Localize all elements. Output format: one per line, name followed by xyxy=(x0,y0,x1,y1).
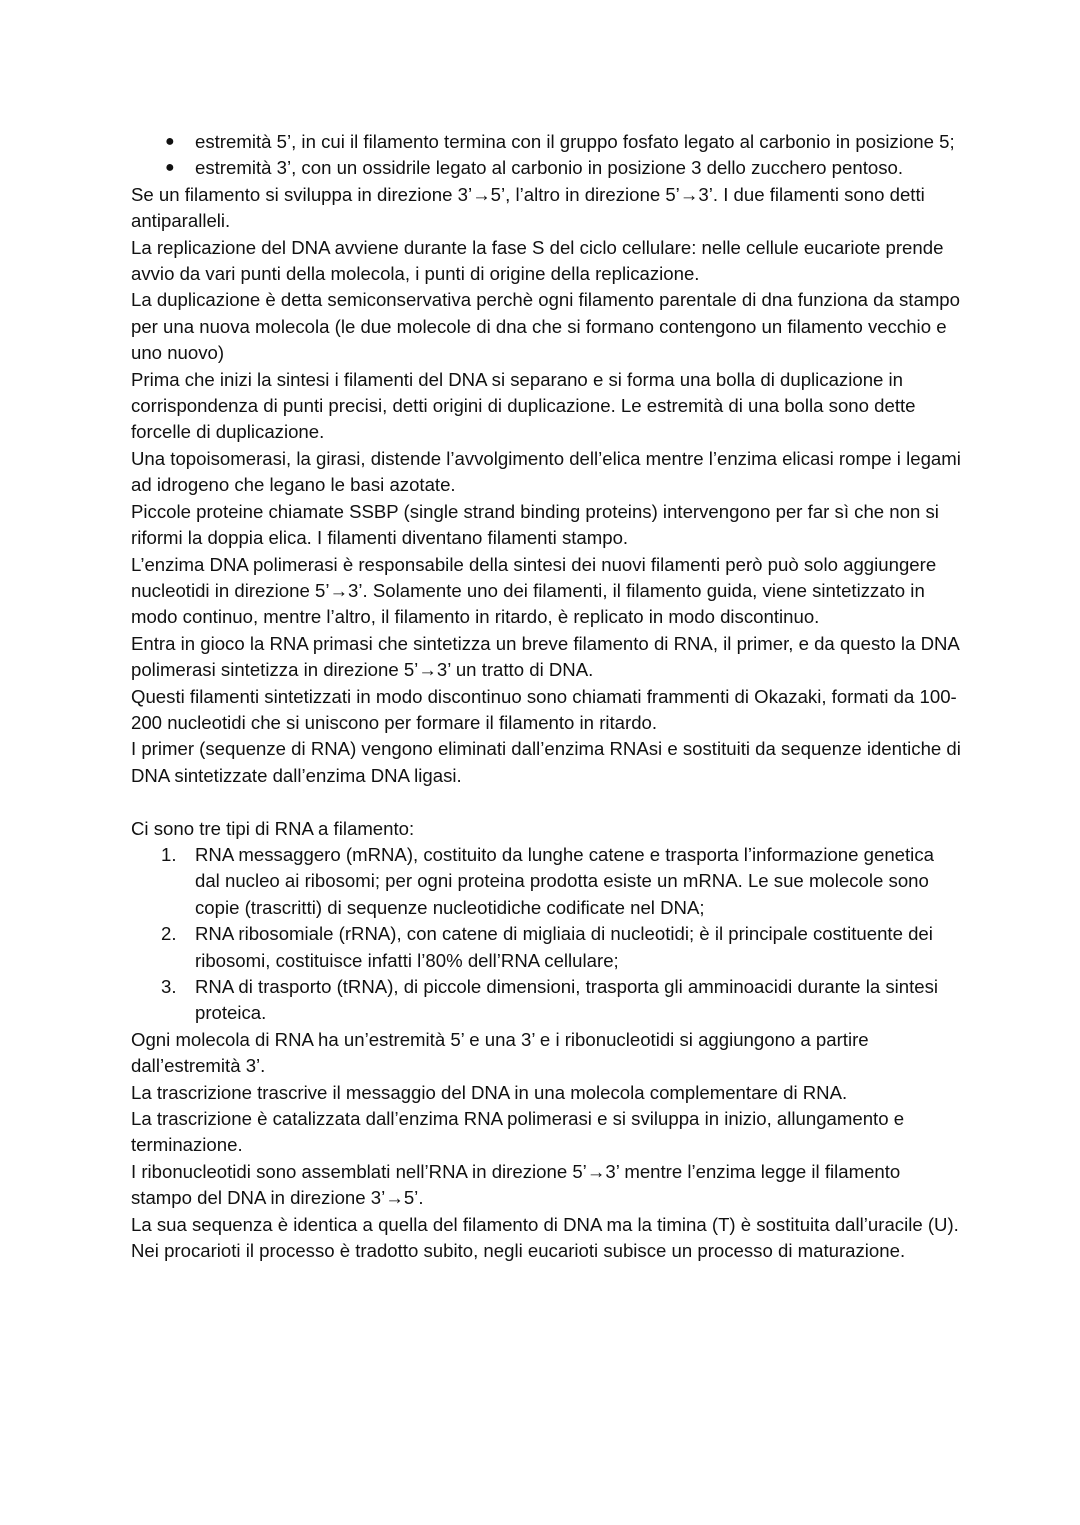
bullet-item xyxy=(131,155,961,181)
paragraph: Una topoisomerasi, la girasi, distende l’avvolgimento dell’elica mentre l’enzima elicasi rompe i legami ad idrogeno che legano le basi azotate. xyxy=(131,447,961,496)
paragraph: Nei procarioti il processo è tradotto subito, negli eucarioti subisce un processo di maturazione. xyxy=(131,1240,906,1262)
paragraph: La replicazione del DNA avviene durante la fase S del ciclo cellulare: nelle cellule eucariote prende avvio da vari punti della molecola, i punti di origine della replicazione. xyxy=(131,236,944,285)
item-text: RNA messaggero (mRNA), costituito da lunghe catene e trasporta l’informazione genetica dal nucleo ai ribosomi; per ogni proteina prodotta esiste un mRNA. Le sue molecole sono copie (trascritti) di sequenze nucleotidiche codificate nel DNA; xyxy=(195,843,934,918)
bullet-dot-icon: ● xyxy=(165,159,175,177)
item-text: RNA ribosomiale (rRNA), con catene di migliaia di nucleotidi; è il principale costituente dei ribosomi, costituisce infatti l’80% dell’RNA cellulare; xyxy=(195,923,933,971)
bullet-item xyxy=(131,129,961,155)
item-number: 3. xyxy=(161,975,177,997)
paragraph: Piccole proteine chiamate SSBP (single strand binding proteins) intervengono per far sì che non si riformi la doppia elica. I filamenti diventano filamenti stampo. xyxy=(131,500,939,549)
bullet-dot-icon: ● xyxy=(165,133,175,150)
paragraph: La trascrizione trascrive il messaggio del DNA in una molecola complementare di RNA. xyxy=(131,1081,848,1103)
paragraph: La sua sequenza è identica a quella del filamento di DNA ma la timina (T) è sostituita dall’uracile (U). xyxy=(131,1213,959,1235)
blank-line xyxy=(131,789,961,815)
document-page xyxy=(131,129,961,1264)
paragraph: Entra in gioco la RNA primasi che sintetizza un breve filamento di RNA, il primer, e da questo la DNA polimerasi sintetizza in direzione 5’→3’ un tratto di DNA. xyxy=(131,632,959,681)
list-intro: Ci sono tre tipi di RNA a filamento: xyxy=(131,817,415,839)
paragraph: I primer (sequenze di RNA) vengono eliminati dall’enzima RNAsi e sostituiti da sequenze identiche di DNA sintetizzate dall’enzima DNA ligasi. xyxy=(131,738,961,786)
item-number: 1. xyxy=(161,843,177,865)
paragraph: La trascrizione è catalizzata dall’enzima RNA polimerasi e si sviluppa in inizio, allungamento e terminazione. xyxy=(131,1108,905,1156)
paragraph: Ogni molecola di RNA ha un’estremità 5’ e una 3’ e i ribonucleotidi si aggiungono a partire dall’estremità 3’. xyxy=(131,1028,869,1077)
paragraph: L’enzima DNA polimerasi è responsabile della sintesi dei nuovi filamenti però può solo aggiungere nucleotidi in direzione 5’→3’. Solamente uno dei filamenti, il filamento guida, viene sintetizzato in modo continuo, mentre l’altro, il filamento in ritardo, è replicato in modo discontinuo. xyxy=(131,553,937,628)
item-text: RNA di trasporto (tRNA), di piccole dimensioni, trasporta gli amminoacidi durante la sintesi proteica. xyxy=(195,975,939,1024)
numbered-item xyxy=(131,921,961,974)
paragraph: I ribonucleotidi sono assemblati nell’RNA in direzione 5’→3’ mentre l’enzima legge il filamento stampo del DNA in direzione 3’→5’. xyxy=(131,1160,901,1209)
bullet-list xyxy=(131,129,961,182)
numbered-list xyxy=(131,842,961,1027)
paragraph: Questi filamenti sintetizzati in modo discontinuo sono chiamati frammenti di Okazaki, formati da 100-200 nucleotidi che si uniscono per formare il filamento in ritardo. xyxy=(131,685,957,733)
numbered-item xyxy=(131,974,961,1027)
paragraph: Se un filamento si sviluppa in direzione 3’→5’, l’altro in direzione 5’→3’. I due filamenti sono detti antiparalleli. xyxy=(131,183,925,232)
paragraph: Prima che inizi la sintesi i filamenti del DNA si separano e si forma una bolla di duplicazione in corrispondenza di punti precisi, detti origini di duplicazione. Le estremità di una bolla sono dette forcelle di duplicazione. xyxy=(131,368,916,443)
paragraph: La duplicazione è detta semiconservativa perchè ogni filamento parentale di dna funziona da stampo per una nuova molecola (le due molecole di dna che si formano contengono un filamento vecchio e uno nuovo) xyxy=(131,289,960,364)
bullet-text: estremità 5’, in cui il filamento termina con il gruppo fosfato legato al carbonio in posizione 5; xyxy=(195,131,955,152)
numbered-item xyxy=(131,842,961,921)
bullet-text: estremità 3’, con un ossidrile legato al carbonio in posizione 3 dello zucchero pentoso. xyxy=(195,157,904,179)
item-number: 2. xyxy=(161,923,177,945)
